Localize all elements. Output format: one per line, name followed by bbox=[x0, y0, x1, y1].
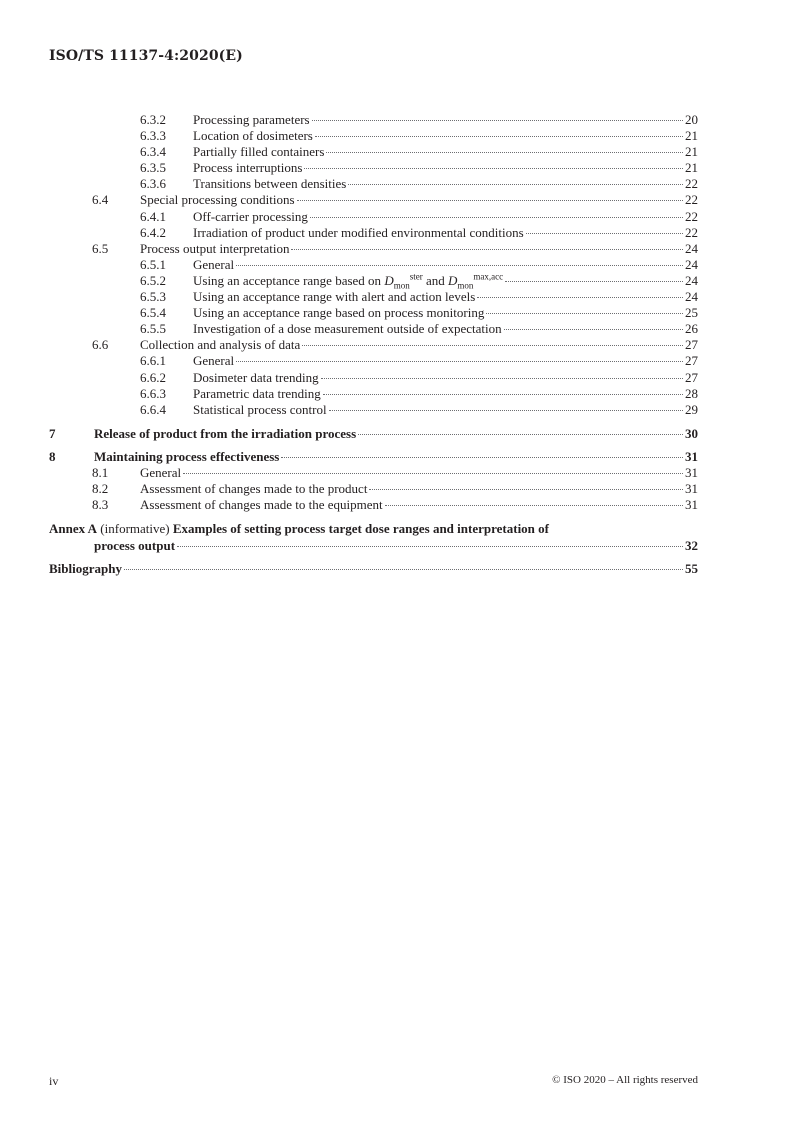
toc-number: 8.3 bbox=[92, 497, 109, 513]
toc-page: 24 bbox=[685, 272, 698, 288]
annex-qualifier: (informative) bbox=[100, 521, 170, 537]
toc-title: Using an acceptance range with alert and action levels bbox=[193, 289, 476, 305]
symbol-subscript: mon bbox=[393, 280, 410, 291]
toc-number: 8.1 bbox=[92, 464, 109, 480]
dot-leader bbox=[310, 217, 683, 218]
toc-entry-6-5-5[interactable] bbox=[49, 321, 698, 337]
toc-number: 6.5.2 bbox=[140, 272, 166, 288]
toc-title: Transitions between densities bbox=[193, 176, 347, 192]
annex-label: Annex A bbox=[49, 521, 98, 537]
dot-leader bbox=[358, 434, 683, 435]
dot-leader bbox=[477, 297, 683, 298]
symbol-superscript: max,acc bbox=[473, 271, 504, 282]
dot-leader bbox=[321, 378, 683, 379]
toc-entry-6-3-3[interactable] bbox=[49, 128, 698, 144]
dot-leader bbox=[369, 489, 683, 490]
toc-page: 31 bbox=[685, 481, 698, 497]
dot-leader bbox=[302, 345, 683, 346]
dot-leader bbox=[291, 249, 683, 250]
toc-number: 7 bbox=[49, 425, 56, 441]
symbol-superscript: ster bbox=[409, 271, 423, 282]
dot-leader bbox=[312, 120, 683, 121]
title-text: and bbox=[422, 272, 448, 288]
toc-entry-6-3-5[interactable] bbox=[49, 160, 698, 176]
toc-number: 6.3.4 bbox=[140, 144, 166, 160]
toc-page: 26 bbox=[685, 321, 698, 337]
dot-leader bbox=[281, 457, 683, 458]
footer-page-number: iv bbox=[49, 1074, 59, 1088]
dot-leader bbox=[505, 281, 683, 282]
dot-leader bbox=[504, 329, 683, 330]
toc-title: Bibliography bbox=[49, 561, 122, 577]
table-of-contents bbox=[49, 112, 698, 577]
toc-page: 27 bbox=[685, 337, 698, 353]
title-text: Using an acceptance range based on bbox=[193, 272, 385, 288]
toc-number: 6.5.5 bbox=[140, 321, 166, 337]
toc-title: Dosimeter data trending bbox=[193, 369, 319, 385]
toc-entry-6-3-2[interactable] bbox=[49, 112, 698, 128]
dot-leader bbox=[315, 136, 683, 137]
symbol-d: D bbox=[384, 272, 394, 288]
toc-page: 21 bbox=[685, 160, 698, 176]
toc-title: Assessment of changes made to the equipment bbox=[140, 497, 383, 513]
toc-page: 22 bbox=[685, 224, 698, 240]
toc-title: Using an acceptance range based on process monitoring bbox=[193, 305, 485, 321]
toc-number: 6.3.3 bbox=[140, 128, 166, 144]
toc-number: 6.5.1 bbox=[140, 256, 166, 272]
toc-number: 6.6.3 bbox=[140, 385, 166, 401]
toc-title: General bbox=[140, 464, 182, 480]
annex-title-continued: process output bbox=[94, 538, 176, 554]
toc-title: Assessment of changes made to the product bbox=[140, 481, 368, 497]
toc-entry-6-6-2[interactable] bbox=[49, 370, 698, 386]
toc-number: 6.6.4 bbox=[140, 401, 166, 417]
toc-title: Maintaining process effectiveness bbox=[94, 448, 280, 464]
toc-entry-6-4-1[interactable] bbox=[49, 209, 698, 225]
annex-title-line-2 bbox=[49, 537, 698, 554]
dot-leader bbox=[323, 394, 683, 395]
toc-entry-bibliography[interactable] bbox=[49, 561, 698, 577]
toc-entry-6-5-1[interactable] bbox=[49, 257, 698, 273]
toc-page: 25 bbox=[685, 305, 698, 321]
toc-title: Partially filled containers bbox=[193, 144, 325, 160]
toc-number: 6.5.3 bbox=[140, 289, 166, 305]
toc-title bbox=[193, 273, 503, 289]
toc-title: Process interruptions bbox=[193, 160, 303, 176]
toc-title: General bbox=[193, 256, 235, 272]
toc-number: 6.4 bbox=[92, 192, 109, 208]
toc-title: Parametric data trending bbox=[193, 385, 321, 401]
toc-title: Off-carrier processing bbox=[193, 208, 308, 224]
toc-entry-6-6-1[interactable] bbox=[49, 353, 698, 369]
toc-number: 6.3.6 bbox=[140, 176, 166, 192]
dot-leader bbox=[177, 546, 683, 547]
toc-page: 27 bbox=[685, 353, 698, 369]
toc-entry-6-6[interactable] bbox=[49, 337, 698, 353]
toc-page: 22 bbox=[685, 192, 698, 208]
document-header: ISO/TS 11137-4:2020(E) bbox=[49, 48, 243, 64]
dot-leader bbox=[526, 233, 683, 234]
toc-page: 28 bbox=[685, 385, 698, 401]
dot-leader bbox=[486, 313, 683, 314]
toc-page: 24 bbox=[685, 256, 698, 272]
annex-title-line-1 bbox=[49, 520, 698, 537]
toc-page: 30 bbox=[685, 425, 698, 441]
dot-leader bbox=[297, 200, 683, 201]
toc-entry-8-2[interactable] bbox=[49, 481, 698, 497]
toc-page: 55 bbox=[685, 561, 698, 577]
toc-entry-6-4[interactable] bbox=[49, 192, 698, 208]
toc-page: 31 bbox=[685, 497, 698, 513]
dot-leader bbox=[236, 361, 683, 362]
toc-page: 31 bbox=[685, 464, 698, 480]
toc-page: 22 bbox=[685, 208, 698, 224]
toc-number: 6.3.2 bbox=[140, 112, 166, 127]
toc-number: 6.6.1 bbox=[140, 353, 166, 369]
dot-leader bbox=[329, 410, 683, 411]
toc-title: Special processing conditions bbox=[140, 192, 295, 208]
toc-entry-6-3-6[interactable] bbox=[49, 176, 698, 192]
toc-page: 31 bbox=[685, 448, 698, 464]
dot-leader bbox=[385, 505, 683, 506]
toc-title: Process output interpretation bbox=[140, 240, 290, 256]
toc-title: Investigation of a dose measurement outside of expectation bbox=[193, 321, 502, 337]
toc-entry-8[interactable] bbox=[49, 449, 698, 465]
toc-entry-6-6-4[interactable] bbox=[49, 402, 698, 418]
dot-leader bbox=[326, 152, 683, 153]
toc-entry-annex-a[interactable] bbox=[49, 520, 698, 554]
footer-copyright: © ISO 2020 – All rights reserved bbox=[552, 1074, 698, 1086]
toc-title: Release of product from the irradiation process bbox=[94, 425, 357, 441]
toc-page: 32 bbox=[685, 538, 698, 554]
toc-page: 24 bbox=[685, 240, 698, 256]
toc-entry-6-5-4[interactable] bbox=[49, 305, 698, 321]
toc-number: 6.6.2 bbox=[140, 369, 166, 385]
toc-entry-6-4-2[interactable] bbox=[49, 225, 698, 241]
toc-title: Irradiation of product under modified environmental conditions bbox=[193, 224, 524, 240]
dot-leader bbox=[304, 168, 683, 169]
toc-page: 24 bbox=[685, 289, 698, 305]
toc-title: Collection and analysis of data bbox=[140, 337, 301, 353]
symbol-subscript: mon bbox=[457, 280, 474, 291]
toc-page: 27 bbox=[685, 369, 698, 385]
toc-entry-8-1[interactable] bbox=[49, 465, 698, 481]
annex-title: Examples of setting process target dose ranges and interpretation of bbox=[172, 521, 549, 537]
toc-title: Statistical process control bbox=[193, 401, 327, 417]
toc-number: 6.3.5 bbox=[140, 160, 166, 176]
toc-number: 6.5.4 bbox=[140, 305, 166, 321]
toc-entry-6-6-3[interactable] bbox=[49, 386, 698, 402]
toc-entry-6-5-2[interactable] bbox=[49, 273, 698, 289]
dot-leader bbox=[348, 184, 683, 185]
toc-title: General bbox=[193, 353, 235, 369]
toc-entry-6-5-3[interactable] bbox=[49, 289, 698, 305]
toc-page: 21 bbox=[685, 144, 698, 160]
dot-leader bbox=[124, 569, 683, 570]
toc-title: Location of dosimeters bbox=[193, 128, 313, 144]
toc-number: 6.6 bbox=[92, 337, 109, 353]
toc-page: 22 bbox=[685, 176, 698, 192]
toc-entry-8-3[interactable] bbox=[49, 497, 698, 513]
toc-page: 29 bbox=[685, 401, 698, 417]
toc-number: 6.4.1 bbox=[140, 208, 166, 224]
dot-leader bbox=[236, 265, 683, 266]
toc-number: 6.4.2 bbox=[140, 224, 166, 240]
toc-number: 8.2 bbox=[92, 481, 109, 497]
toc-entry-6-3-4[interactable] bbox=[49, 144, 698, 160]
toc-title: Processing parameters bbox=[193, 112, 310, 127]
toc-page: 21 bbox=[685, 128, 698, 144]
toc-entry-7[interactable] bbox=[49, 426, 698, 442]
toc-entry-6-5[interactable] bbox=[49, 241, 698, 257]
toc-number: 6.5 bbox=[92, 240, 109, 256]
dot-leader bbox=[183, 473, 683, 474]
toc-number: 8 bbox=[49, 448, 56, 464]
toc-page: 20 bbox=[685, 112, 698, 127]
symbol-d: D bbox=[448, 272, 458, 288]
